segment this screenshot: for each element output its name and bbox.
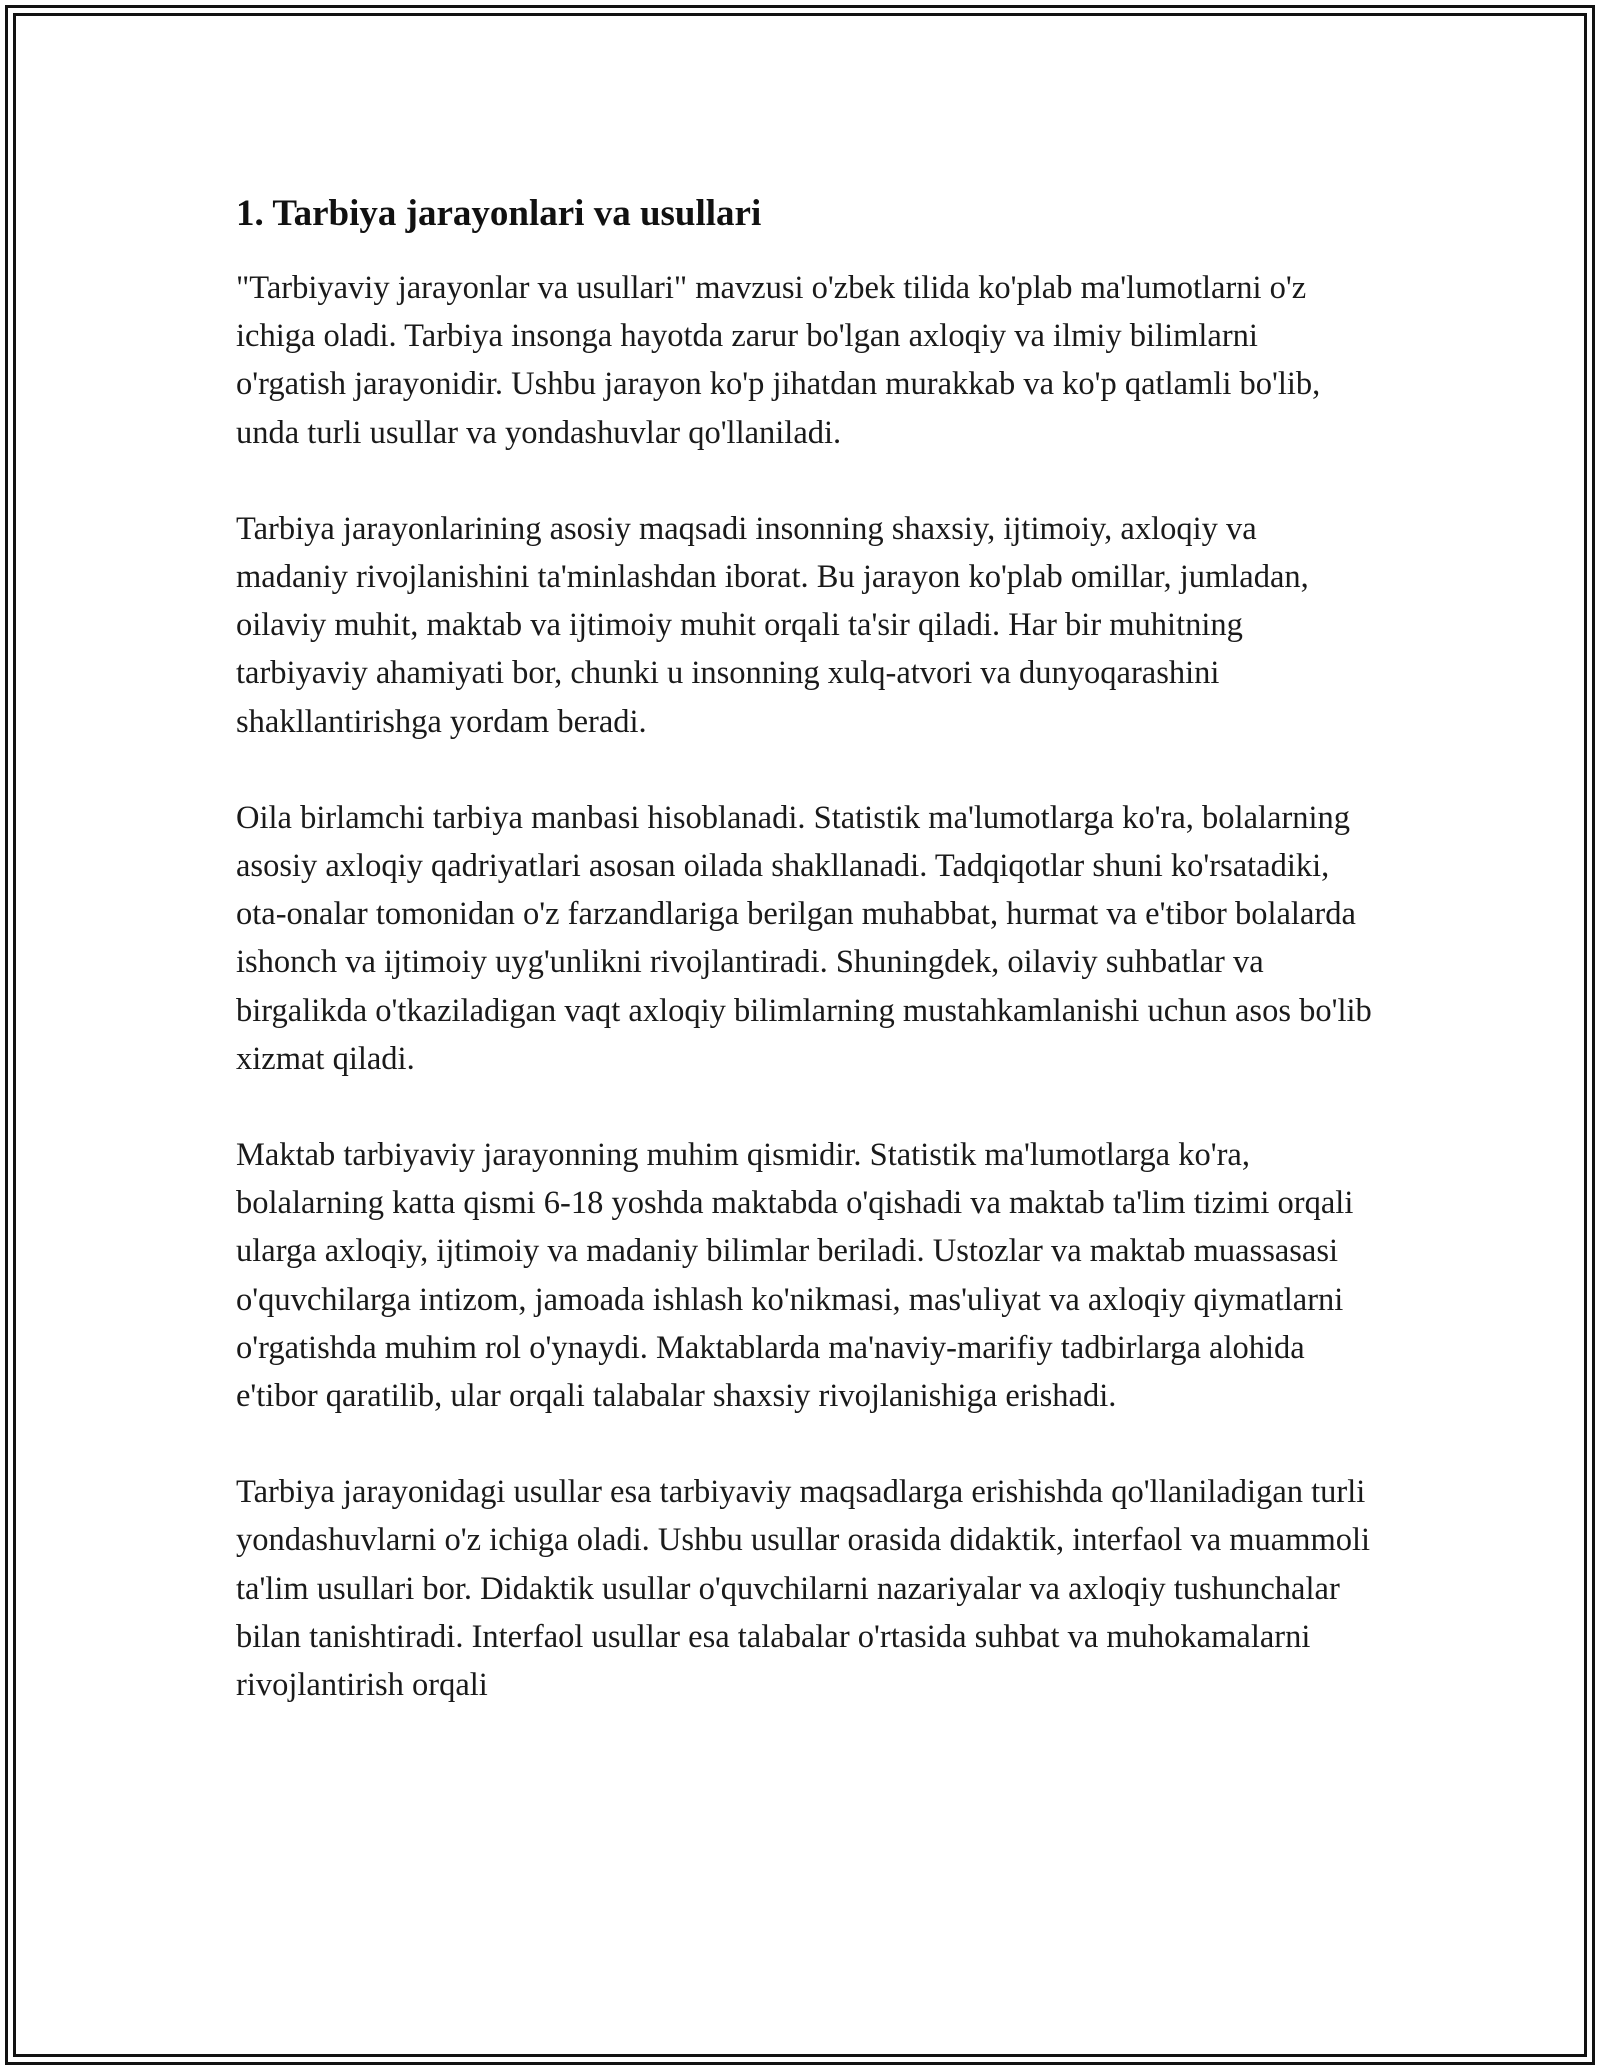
paragraph-5: Tarbiya jarayonidagi usullar esa tarbiyaviy maqsadlarga erishishda qo'llaniladigan turli yondashuvlarni o'z ichiga oladi. Ushbu usullar orasida didaktik, interfaol va muammoli ta'lim usullari bor. Didaktik usullar o'quvchilarni nazariyalar va axloqiy tushunchalar bilan tanishtiradi. Interfaol usullar esa talabalar o'rtasida suhbat va muhokamalarni rivojlantirish orqali	[236, 1474, 1371, 1704]
paragraph-1: "Tarbiyaviy jarayonlar va usullari" mavzusi o'zbek tilida ko'plab ma'lumotlarni o'z ichiga oladi. Tarbiya insonga hayotda zarur bo'lgan axloqiy va ilmiy bilimlarni o'rgatish jarayonidir. Ushbu jarayon ko'p jihatdan murakkab va ko'p qatlamli bo'lib, unda turli usullar va yondashuvlar qo'llaniladi.	[236, 270, 1321, 451]
section-heading: 1. Tarbiya jarayonlari va usullari	[236, 193, 762, 234]
document-body	[236, 186, 1376, 1757]
paragraph-2: Tarbiya jarayonlarining asosiy maqsadi insonning shaxsiy, ijtimoiy, axloqiy va madaniy rivojlanishini ta'minlashdan iborat. Bu jarayon ko'plab omillar, jumladan, oilaviy muhit, maktab va ijtimoiy muhit orqali ta'sir qiladi. Har bir muhitning tarbiyaviy ahamiyati bor, chunki u insonning xulq-atvori va dunyoqarashini shakllantirishga yordam beradi.	[236, 510, 1309, 740]
paragraph-3: Oila birlamchi tarbiya manbasi hisoblanadi. Statistik ma'lumotlarga ko'ra, bolalarning asosiy axloqiy qadriyatlari asosan oilada shakllanadi. Tadqiqotlar shuni ko'rsatadiki, ota-onalar tomonidan o'z farzandlariga berilgan muhabbat, hurmat va e'tibor bolalarda ishonch va ijtimoiy uyg'unlikni rivojlantiradi. Shuningdek, oilaviy suhbatlar va birgalikda o'tkaziladigan vaqt axloqiy bilimlarning mustahkamlanishi uchun asos bo'lib xizmat qiladi.	[236, 799, 1372, 1077]
paragraph-4: Maktab tarbiyaviy jarayonning muhim qismidir. Statistik ma'lumotlarga ko'ra, bolalarning katta qismi 6-18 yoshda maktabda o'qishadi va maktab ta'lim tizimi orqali ularga axloqiy, ijtimoiy va madaniy bilimlar beriladi. Ustozlar va maktab muassasasi o'quvchilarga intizom, jamoada ishlash ko'nikmasi, mas'uliyat va axloqiy qiymatlarni o'rgatishda muhim rol o'ynaydi. Maktablarda ma'naviy-marifiy tadbirlarga alohida e'tibor qaratilib, ular orqali talabalar shaxsiy rivojlanishiga erishadi.	[236, 1137, 1354, 1415]
